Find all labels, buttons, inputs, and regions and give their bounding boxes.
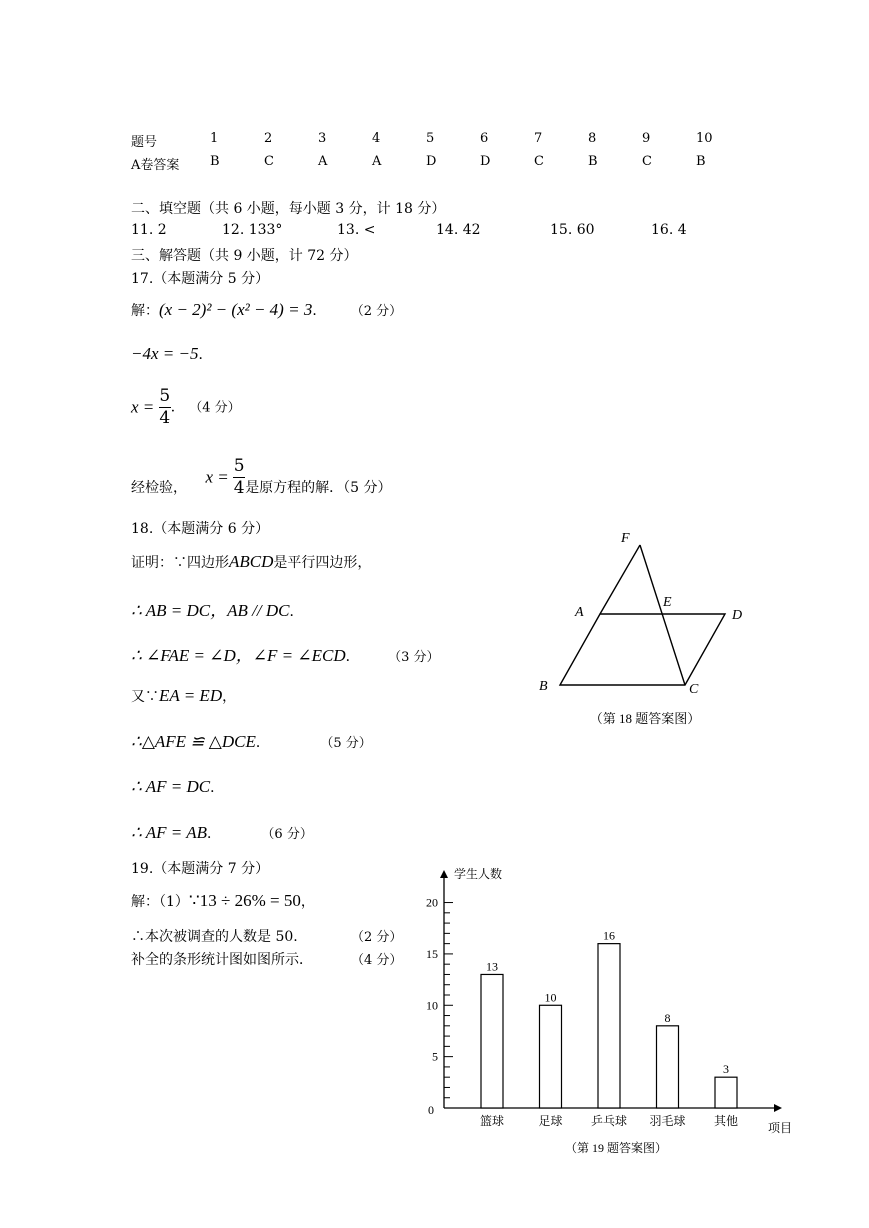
question-number: 9 bbox=[642, 131, 651, 146]
bar bbox=[481, 974, 503, 1108]
q19-line1-prefix: 解：（1） bbox=[131, 894, 189, 910]
q17-score-1: （2 分） bbox=[350, 304, 403, 319]
fraction bbox=[159, 388, 171, 427]
chart-caption: （第 19 题答案图） bbox=[564, 1141, 668, 1155]
bar-chart bbox=[420, 860, 800, 1160]
x-axis-label: 项目 bbox=[768, 1121, 793, 1135]
bar-value-label: 10 bbox=[544, 990, 557, 1005]
q18-line-5: ∴△AFE ≌ △DCE． （5 分） bbox=[131, 732, 372, 751]
answer-cell: B bbox=[588, 154, 598, 169]
section2-title: 二、填空题（共 6 小题，每小题 3 分，计 18 分） bbox=[131, 201, 446, 217]
bar-value-label: 13 bbox=[486, 959, 498, 974]
x-tick-label: 羽毛球 bbox=[649, 1114, 686, 1128]
q19-score-3: （4 分） bbox=[351, 953, 403, 968]
answer-cell: C bbox=[642, 154, 652, 169]
q19-title: 19.（本题满分 7 分） bbox=[131, 861, 270, 877]
question-number: 2 bbox=[264, 131, 273, 146]
q19-line3-text: 补全的条形统计图如图所示． bbox=[131, 952, 313, 968]
q19-line-3 bbox=[131, 949, 403, 969]
q17-title: 17.（本题满分 5 分） bbox=[131, 271, 270, 287]
segment-af bbox=[600, 545, 640, 614]
y-tick-label: 10 bbox=[426, 998, 438, 1013]
fraction bbox=[233, 458, 245, 497]
figure-caption: （第 18 题答案图） bbox=[589, 711, 701, 726]
q17-check-fraction bbox=[205, 458, 245, 497]
x-tick-label: 乒乓球 bbox=[590, 1114, 628, 1128]
q17-check bbox=[131, 458, 392, 497]
q19-line-1: 解：（1）∵13 ÷ 26% = 50， bbox=[131, 891, 315, 910]
fill-answer: 14. 42 bbox=[436, 222, 481, 238]
section3-title: 三、解答题（共 9 小题，计 72 分） bbox=[131, 248, 358, 264]
question-number: 7 bbox=[534, 131, 543, 146]
fraction-denominator: 4 bbox=[159, 408, 171, 428]
answer-cell: A bbox=[372, 154, 382, 169]
fill-answer: 13. < bbox=[337, 222, 376, 238]
chart-bars bbox=[481, 944, 737, 1108]
question-number: 4 bbox=[372, 131, 381, 146]
q19-line-2 bbox=[131, 926, 403, 946]
point-label-c: C bbox=[689, 682, 699, 697]
y-tick-label: 20 bbox=[426, 895, 438, 910]
q18-line6-text: ∴ AF = DC bbox=[131, 777, 211, 796]
table-header-label: 题号 bbox=[131, 135, 158, 150]
fraction-numerator: 5 bbox=[159, 386, 171, 406]
answer-cell: A bbox=[318, 154, 328, 169]
bar bbox=[657, 1026, 679, 1108]
q18-line3-text: ∴ ∠FAE = ∠D，∠F = ∠ECD bbox=[131, 646, 346, 665]
bar-value-label: 16 bbox=[603, 928, 615, 943]
x-tick-label: 足球 bbox=[538, 1114, 563, 1128]
answer-cell: C bbox=[264, 154, 274, 169]
y-tick-label: 15 bbox=[426, 946, 438, 961]
answer-cell: B bbox=[210, 154, 220, 169]
q18-line-3: ∴ ∠FAE = ∠D，∠F = ∠ECD． （3 分） bbox=[131, 646, 440, 665]
q17-score-3: （4 分） bbox=[189, 400, 241, 416]
y-tick-label: 0 bbox=[428, 1103, 434, 1117]
fill-answer: 15. 60 bbox=[550, 222, 595, 238]
question-number: 3 bbox=[318, 131, 327, 146]
fraction-numerator: 5 bbox=[233, 456, 245, 476]
q18-line-4: 又∵EA = ED， bbox=[131, 686, 237, 705]
x-tick-label: 其他 bbox=[713, 1114, 739, 1128]
bar bbox=[715, 1077, 737, 1108]
segment-fc bbox=[640, 545, 685, 685]
x-axis-arrow bbox=[774, 1104, 782, 1112]
fraction-denominator: 4 bbox=[233, 478, 245, 498]
answer-cell: B bbox=[696, 154, 706, 169]
parallelogram-figure bbox=[525, 525, 765, 735]
q17-check-lhs: x = bbox=[205, 467, 229, 487]
fill-answer: 16. 4 bbox=[651, 222, 687, 238]
question-number: 8 bbox=[588, 131, 597, 146]
q18-line5-text: ∴△AFE ≌ △DCE bbox=[131, 732, 256, 751]
q18-line-7: ∴ AF = AB． （6 分） bbox=[131, 823, 313, 842]
bar-value-label: 8 bbox=[664, 1010, 671, 1025]
y-axis-label: 学生人数 bbox=[454, 867, 503, 881]
q18-line-2: ∴ AB = DC，AB // DC． bbox=[131, 601, 304, 620]
q18-score-7: （6 分） bbox=[261, 827, 313, 842]
answer-cell: C bbox=[534, 154, 544, 169]
q17-frac-lhs: x = bbox=[131, 397, 155, 417]
q17-step2: −4x = −5． bbox=[131, 344, 213, 363]
point-label-d: D bbox=[732, 608, 743, 623]
q17-equation-1: (x − 2)² − (x² − 4) = 3 bbox=[159, 300, 313, 319]
bar bbox=[540, 1005, 562, 1108]
bar-value-label: 3 bbox=[723, 1062, 729, 1077]
question-number: 1 bbox=[210, 131, 219, 146]
q17-equation-2: −4x = −5 bbox=[131, 344, 199, 363]
q17-check-suffix: 是原方程的解．（5 分） bbox=[245, 480, 392, 496]
question-number: 6 bbox=[480, 131, 489, 146]
q19-score-2: （2 分） bbox=[351, 930, 403, 945]
q18-line1-suffix: 是平行四边形， bbox=[273, 555, 372, 571]
bar bbox=[598, 944, 620, 1108]
q18-line2-text: ∴ AB = DC，AB // DC bbox=[131, 601, 290, 620]
point-label-f: F bbox=[621, 531, 630, 546]
answer-cell: D bbox=[426, 154, 437, 169]
parallelogram-abcd bbox=[560, 614, 725, 685]
q18-line1-var: ABCD bbox=[229, 552, 274, 571]
q18-line7-text: ∴ AF = AB bbox=[131, 823, 207, 842]
answer-cell: D bbox=[480, 154, 491, 169]
q17-check-prefix: 经检验， bbox=[131, 480, 187, 496]
solve-prefix: 解： bbox=[131, 303, 159, 319]
y-tick-label: 5 bbox=[432, 1049, 438, 1064]
fill-answer: 11. 2 bbox=[131, 222, 167, 238]
q18-line4-text: EA = ED bbox=[159, 686, 223, 705]
q18-score-3: （3 分） bbox=[388, 650, 440, 665]
q19-line2-text: ∴本次被调查的人数是 50. bbox=[131, 929, 298, 945]
q18-line1-prefix: 证明：∵四边形 bbox=[131, 555, 229, 571]
table-row-label: A卷答案 bbox=[131, 158, 180, 173]
q17-step1: 解：(x − 2)² − (x² − 4) = 3． （2 分） bbox=[131, 300, 403, 319]
fill-answer: 12. 133° bbox=[222, 222, 283, 238]
question-number: 10 bbox=[696, 131, 713, 146]
q18-score-5: （5 分） bbox=[320, 736, 372, 751]
q18-line-1 bbox=[131, 552, 371, 572]
point-label-a: A bbox=[575, 605, 584, 620]
q18-line4-prefix: 又∵ bbox=[131, 689, 159, 705]
question-number: 5 bbox=[426, 131, 435, 146]
x-tick-label: 篮球 bbox=[479, 1114, 505, 1128]
q18-line-6: ∴ AF = DC． bbox=[131, 777, 225, 796]
q19-line1-text: ∵13 ÷ 26% = 50 bbox=[188, 891, 301, 910]
point-label-e: E bbox=[663, 595, 672, 610]
q18-title: 18.（本题满分 6 分） bbox=[131, 521, 270, 537]
y-axis-arrow bbox=[440, 870, 448, 878]
q17-step3: x = $\frac{5}{4}$ ． （4 分） bbox=[131, 386, 241, 428]
point-label-b: B bbox=[539, 679, 548, 694]
